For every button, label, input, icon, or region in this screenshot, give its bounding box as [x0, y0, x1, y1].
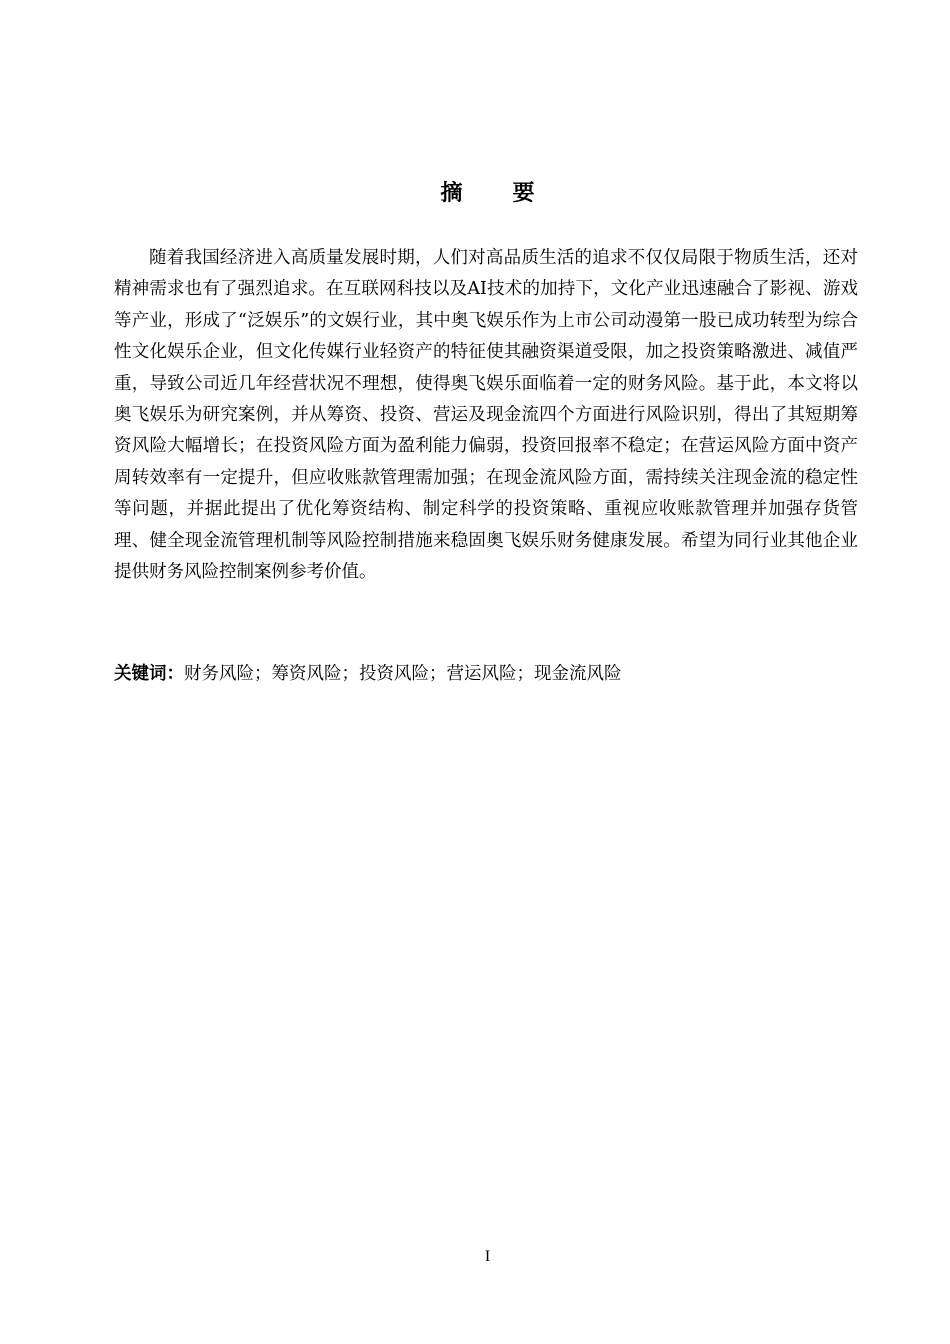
page-title [0, 178, 950, 210]
title-char-1: 摘 [440, 181, 463, 206]
abstract-paragraph: 随着我国经济进入高质量发展时期，人们对高品质生活的追求不仅仅局限于物质生活，还对精神需求也有了强烈追求。在互联网科技以及AI技术的加持下，文化产业迅速融合了影视、游戏等产业，形成了“泛娱乐”的文娱行业，其中奥飞娱乐作为上市公司动漫第一股已成功转型为综合性文化娱乐企业，但文化传媒行业轻资产的特征使其融资渠道受限，加之投资策略激进、减值严重，导致公司近几年经营状况不理想，使得奥飞娱乐面临着一定的财务风险。基于此，本文将以奥飞娱乐为研究案例，并从筹资、投资、营运及现金流四个方面进行风险识别，得出了其短期筹资风险大幅增长；在投资风险方面为盈利能力偏弱，投资回报率不稳定；在营运风险方面中资产周转效率有一定提升，但应收账款管理需加强；在现金流风险方面，需持续关注现金流的稳定性等问题，并据此提出了优化筹资结构、制定科学的投资策略、重视应收账款管理并加强存货管理、健全现金流管理机制等风险控制措施来稳固奥飞娱乐财务健康发展。希望为同行业其他企业提供财务风险控制案例参考价值。 [114, 248, 858, 583]
page-number: I [484, 1248, 491, 1265]
title-char-2: 要 [512, 181, 535, 206]
keywords-label: 关键词： [114, 664, 184, 684]
keywords-line [114, 659, 858, 689]
keywords-list: 财务风险；筹资风险；投资风险；营运风险；现金流风险 [184, 664, 622, 684]
